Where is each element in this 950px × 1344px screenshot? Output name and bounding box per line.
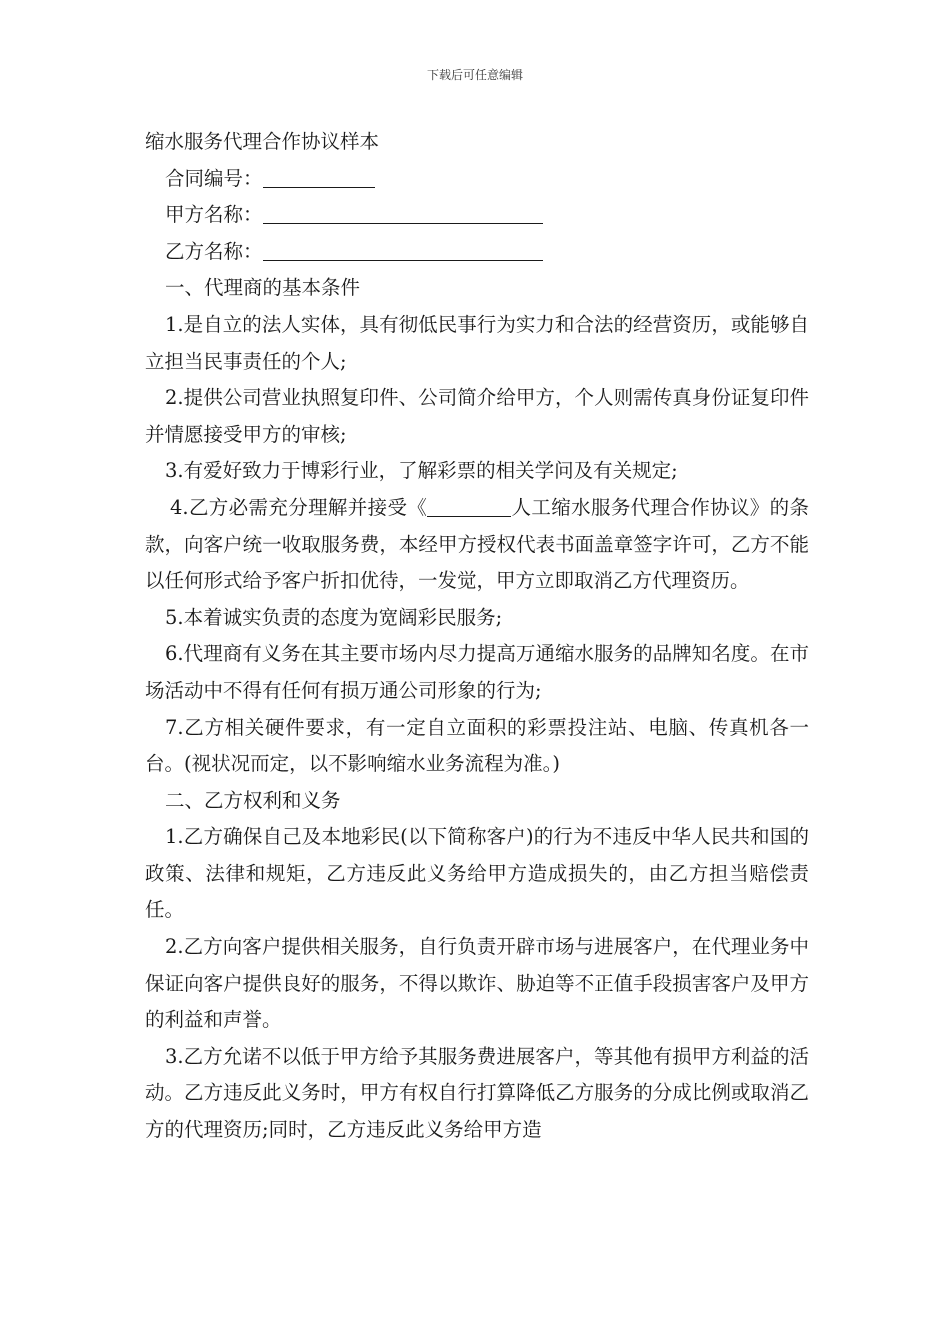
section-2-item-1: 1.乙方确保自己及本地彩民(以下简称客户)的行为不违反中华人民共和国的政策、法律和规矩，乙方违反此义务给甲方造成损失的，由乙方担当赔偿责任。 [145, 825, 809, 922]
party-b-label: 乙方名称： [165, 239, 263, 263]
party-a-line [145, 197, 809, 234]
section-1-heading: 一、代理商的基本条件 [165, 276, 361, 300]
section-1-item-6: 6.代理商有义务在其主要市场内尽力提高万通缩水服务的品牌知名度。在市场活动中不得有任何有损万通公司形象的行为; [145, 642, 809, 702]
section-1-item-7: 7.乙方相关硬件要求，有一定自立面积的彩票投注站、电脑、传真机各一台。(视状况而定，以不影响缩水业务流程为准。) [145, 715, 809, 776]
page-header: 下载后可任意编辑 [426, 68, 523, 82]
section-1-item-1: 1.是自立的法人实体，具有彻低民事行为实力和合法的经营资历，或能够自立担当民事责任的个人; [145, 312, 809, 373]
section-2-heading: 二、乙方权利和义务 [165, 788, 341, 812]
contract-number-line [145, 161, 809, 198]
contract-number-label: 合同编号： [165, 166, 263, 190]
party-a-label: 甲方名称： [165, 203, 263, 227]
document-body [145, 124, 809, 1149]
contract-number-blank [263, 165, 375, 188]
party-a-blank [263, 201, 543, 224]
party-b-line [145, 234, 809, 271]
document-title: 缩水服务代理合作协议样本 [145, 130, 380, 153]
section-1-item-2: 2.提供公司营业执照复印件、公司简介给甲方，个人则需传真身份证复印件并情愿接受甲方的审核; [145, 386, 809, 446]
party-b-blank [263, 238, 543, 261]
agreement-name-blank [427, 494, 511, 517]
section-1-item-3: 3.有爱好致力于博彩行业，了解彩票的相关学问及有关规定; [165, 459, 678, 483]
section-1-item-4: 4.乙方必需充分理解并接受《 人工缩水服务代理合作协议》的条款，向客户统一收取服务费，本经甲方授权代表书面盖章签字许可，乙方不能以任何形式给予客户折扣优待，一发觉，甲方立即取消乙方代理资历。 [145, 495, 809, 593]
section-2-item-2: 2.乙方向客户提供相关服务，自行负责开辟市场与进展客户，在代理业务中保证向客户提供良好的服务，不得以欺诈、胁迫等不正值手段损害客户及甲方的利益和声誉。 [145, 935, 809, 1032]
section-1-item-5: 5.本着诚实负责的态度为宽阔彩民服务; [165, 605, 503, 629]
section-2-item-3: 3.乙方允诺不以低于甲方给予其服务费进展客户，等其他有损甲方利益的活动。乙方违反此义务时，甲方有权自行打算降低乙方服务的分成比例或取消乙方的代理资历;同时，乙方违反此义务给甲方造 [145, 1044, 809, 1142]
